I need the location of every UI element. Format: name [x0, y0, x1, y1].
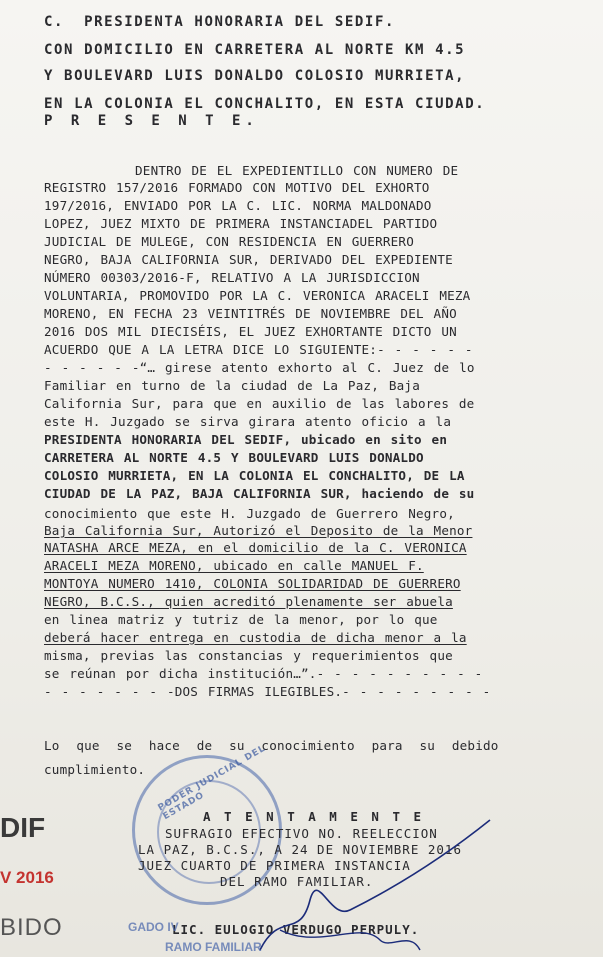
- body-line: MORENO, EN FECHA 23 VEINTITRÉS DE NOVIEMBRE DEL AÑO: [44, 306, 457, 321]
- body-line: COLOSIO MURRIETA, EN LA COLONIA EL CONCHALITO, DE LA: [44, 468, 465, 483]
- body-line: - - - - - - - -DOS FIRMAS ILEGIBLES.- - - - - - - - -: [44, 684, 491, 699]
- body-line: DENTRO DE EL EXPEDIENTILLO CON NUMERO DE: [135, 163, 459, 178]
- signer-name: LIC. EULOGIO VERDUGO PERPULY.: [172, 922, 420, 937]
- body-line: Familiar en turno de la ciudad de La Paz, Baja: [44, 378, 420, 393]
- header-line-3: Y BOULEVARD LUIS DONALDO COLOSIO MURRIETA,: [44, 68, 466, 84]
- bottom-stamp-1: GADO IV: [128, 920, 179, 934]
- body-line: LOPEZ, JUEZ MIXTO DE PRIMERA INSTANCIADEL PARTIDO: [44, 216, 438, 231]
- body-line: en linea matriz y tutriz de la menor, por lo que: [44, 612, 438, 627]
- dif-received-stamp: BIDO: [0, 914, 63, 941]
- signature-line-3: JUEZ CUARTO DE PRIMERA INSTANCIA: [138, 858, 411, 873]
- header-presente: P R E S E N T E.: [44, 113, 259, 129]
- body-line: conocimiento que este H. Juzgado de Guerrero Negro,: [44, 506, 455, 521]
- body-line: ARACELI MEZA MORENO, ubicado en calle MANUEL F.: [44, 558, 424, 573]
- body-line: PRESIDENTA HONORARIA DEL SEDIF, ubicado en sito en: [44, 432, 448, 447]
- body-line: JUDICIAL DE MULEGE, CON RESIDENCIA EN GUERRERO: [44, 234, 414, 249]
- body-line: se reúnan por dicha institución…”.- - - - - - - - - -: [44, 666, 483, 681]
- bottom-stamp-2: RAMO FAMILIAR: [165, 940, 262, 954]
- body-line: ACUERDO QUE A LA LETRA DICE LO SIGUIENTE:- - - - - -: [44, 342, 473, 357]
- signature-line-1: SUFRAGIO EFECTIVO NO. REELECCION: [165, 826, 438, 841]
- body-line: deberá hacer entrega en custodia de dicha menor a la: [44, 630, 467, 645]
- body-line: este H. Juzgado se sirva girara atento oficio a la: [44, 414, 452, 429]
- body-line: California Sur, para que en auxilio de las labores de: [44, 396, 475, 411]
- body-line: Baja California Sur, Autorizó el Deposito de la Menor: [44, 523, 473, 538]
- body-line: 197/2016, ENVIADO POR LA C. LIC. NORMA MALDONADO: [44, 198, 432, 213]
- body-line: MONTOYA NUMERO 1410, COLONIA SOLIDARIDAD DE GUERRERO: [44, 576, 461, 591]
- court-seal-text: PODER JUDICIAL DEL ESTADO: [156, 743, 268, 823]
- header-line-1: C. PRESIDENTA HONORARIA DEL SEDIF.: [44, 14, 396, 30]
- body-line: NEGRO, BAJA CALIFORNIA SUR, DERIVADO DEL EXPEDIENTE: [44, 252, 453, 267]
- header-line-2: CON DOMICILIO EN CARRETERA AL NORTE KM 4.5: [44, 42, 466, 58]
- header-line-4: EN LA COLONIA EL CONCHALITO, EN ESTA CIUDAD.: [44, 96, 486, 112]
- body-line: REGISTRO 157/2016 FORMADO CON MOTIVO DEL EXHORTO: [44, 180, 430, 195]
- signature-line-2: LA PAZ, B.C.S., A 24 DE NOVIEMBRE 2016: [138, 842, 462, 857]
- closing-line-2: cumplimiento.: [44, 762, 146, 777]
- dif-logo: DIF: [0, 812, 46, 843]
- body-line: - - - - - -“… girese atento exhorto al C. Juez de lo: [44, 360, 475, 375]
- body-line: misma, previas las constancias y requerimientos que: [44, 648, 453, 663]
- handwritten-signature: [240, 800, 520, 957]
- body-line: NÚMERO 00303/2016-F, RELATIVO A LA JURISDICCION: [44, 270, 420, 285]
- closing-line-1: Lo que se hace de su conocimiento para su debido: [44, 738, 499, 753]
- body-line: NEGRO, B.C.S., quien acreditó plenamente ser abuela: [44, 594, 453, 609]
- signature-line-4: DEL RAMO FAMILIAR.: [220, 874, 374, 889]
- body-line: CIUDAD DE LA PAZ, BAJA CALIFORNIA SUR, haciendo de su: [44, 486, 475, 501]
- body-line: VOLUNTARIA, PROMOVIDO POR LA C. VERONICA ARACELI MEZA: [44, 288, 471, 303]
- body-line: CARRETERA AL NORTE 4.5 Y BOULEVARD LUIS DONALDO: [44, 450, 424, 465]
- body-line: 2016 DOS MIL DIECISÉIS, EL JUEZ EXHORTANTE DICTO UN: [44, 324, 457, 339]
- body-line: NATASHA ARCE MEZA, en el domicilio de la C. VERONICA: [44, 540, 467, 555]
- atentamente-label: A T E N T A M E N T E: [203, 809, 425, 824]
- dif-stamp-date: V 2016: [0, 868, 54, 887]
